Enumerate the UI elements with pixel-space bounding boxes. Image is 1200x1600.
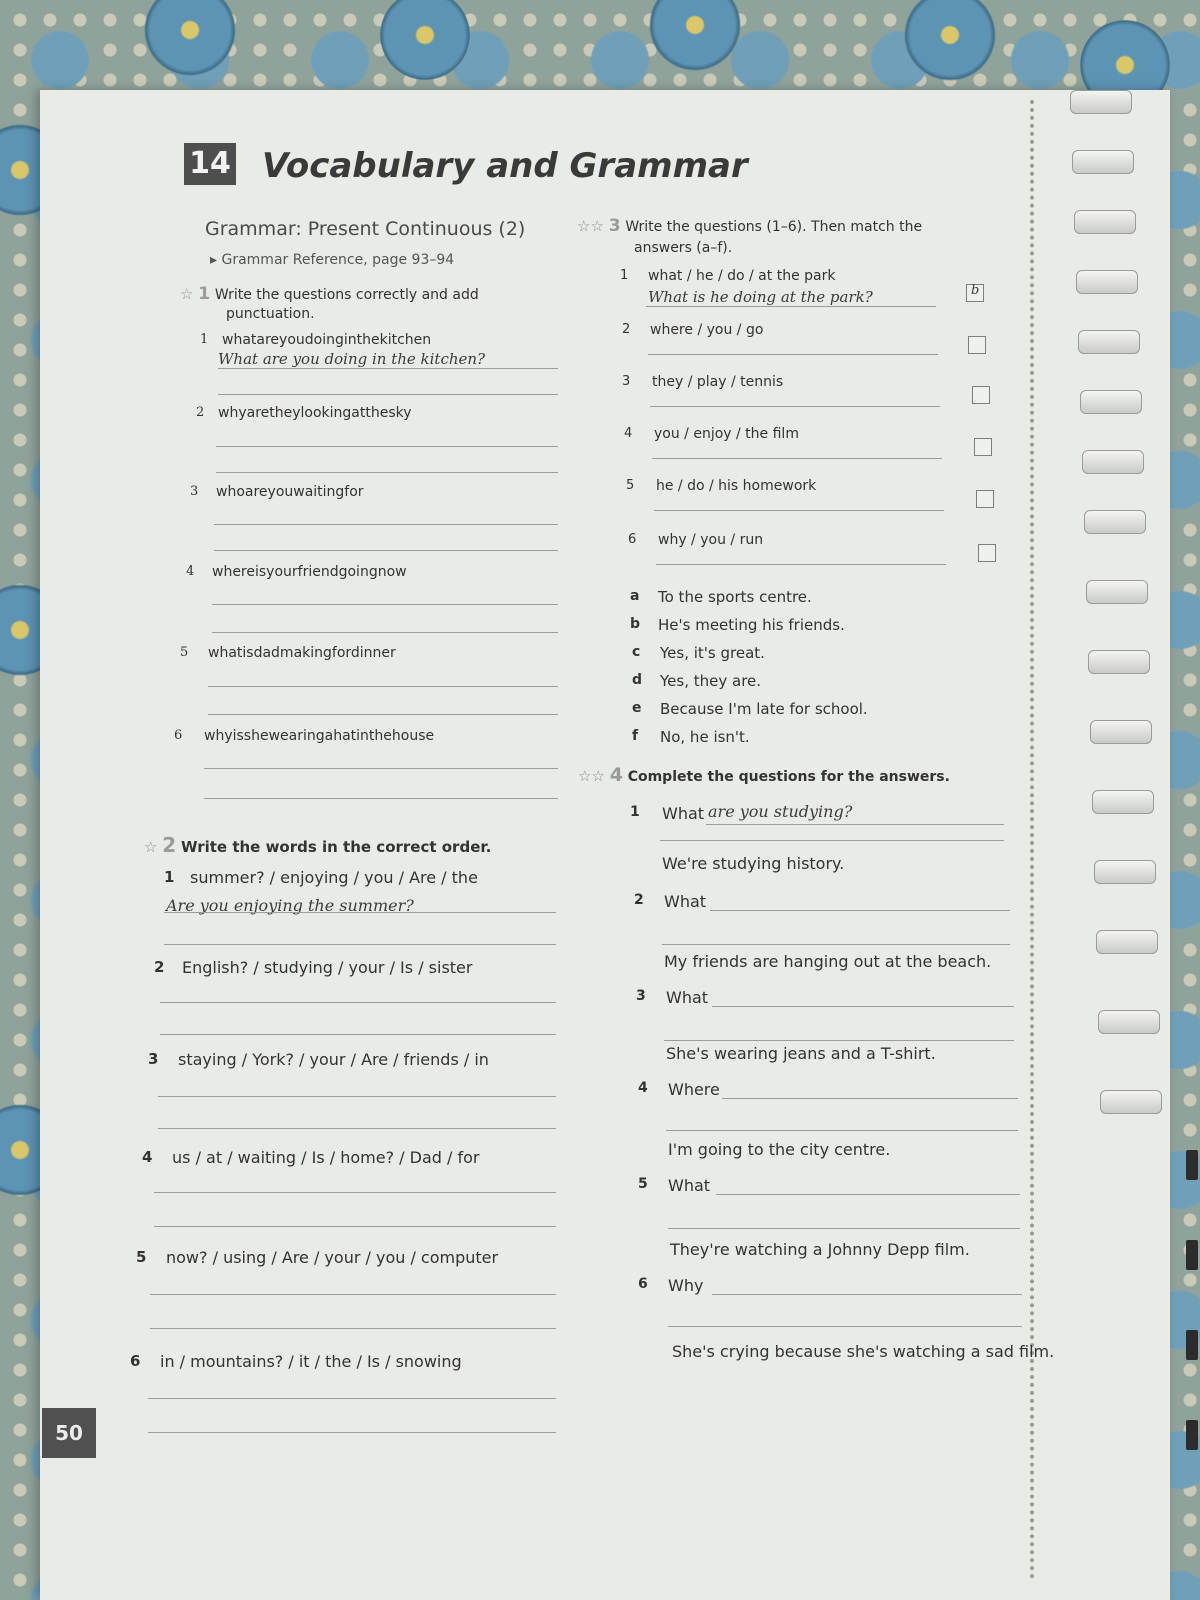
ex4-item-number: 6 — [638, 1276, 648, 1292]
ex4-response: They're watching a Johnny Depp film. — [670, 1240, 970, 1259]
star-icon: ☆ — [180, 285, 194, 303]
answer-line — [208, 686, 558, 687]
answer-line — [710, 910, 1010, 911]
ex1-item-number: 1 — [200, 332, 209, 347]
grammar-reference-text: Grammar Reference, page 93–94 — [221, 252, 455, 268]
ex2-item-number: 2 — [154, 958, 165, 976]
answer-line — [216, 446, 558, 447]
page-title: Vocabulary and Grammar — [262, 146, 748, 186]
answer-line — [164, 944, 556, 945]
arrow-icon: ▸ — [210, 252, 222, 268]
ex2-instruction: Write the words in the correct order. — [180, 838, 492, 856]
ex2-item-prompt: staying / York? / your / Are / friends / in — [178, 1050, 489, 1069]
answer-letter: e — [632, 700, 642, 716]
spiral-binding — [1050, 90, 1200, 1600]
answer-line — [712, 1006, 1014, 1007]
ex1-item-number: 6 — [174, 728, 183, 743]
ex4-item-start: Why — [668, 1276, 704, 1295]
answer-line — [216, 472, 558, 473]
ex3-item-number: 1 — [620, 268, 629, 283]
ex1-item-prompt: whyisshewearingahatinthehouse — [204, 728, 435, 744]
ex3-item-answer[interactable]: What is he doing at the park? — [648, 288, 873, 306]
ex4-heading — [578, 764, 950, 786]
ex1-item-prompt: whyaretheylookingatthesky — [218, 405, 412, 421]
answer-line — [654, 510, 944, 511]
ex3-heading — [577, 216, 922, 236]
answer-line — [164, 912, 556, 913]
answer-line — [158, 1096, 556, 1097]
ex2-item-number: 5 — [136, 1248, 147, 1266]
answer-line — [706, 824, 1004, 825]
ex2-item-answer[interactable]: Are you enjoying the summer? — [166, 896, 414, 915]
ex2-item-number: 6 — [130, 1352, 141, 1370]
answer-line — [160, 1002, 556, 1003]
star-icon: ☆☆ — [577, 217, 604, 235]
ex1-instruction: Write the questions correctly and add — [214, 287, 479, 303]
answer-line — [652, 458, 942, 459]
ex1-heading — [180, 284, 479, 304]
ex2-item-prompt: summer? / enjoying / you / Are / the — [190, 868, 478, 887]
answer-letter: c — [632, 644, 641, 660]
ex1-item-number: 3 — [190, 484, 199, 499]
answer-letter: f — [632, 728, 639, 744]
answer-line — [212, 632, 558, 633]
answer-line — [154, 1226, 556, 1227]
ex1-item-number: 4 — [186, 564, 195, 579]
answer-line — [204, 768, 558, 769]
answer-line — [662, 944, 1010, 945]
ex3-item-prompt: where / you / go — [650, 322, 764, 338]
ex4-item-start: What — [668, 1176, 711, 1195]
answer-line — [204, 798, 558, 799]
answer-line — [646, 306, 936, 307]
ex1-item-prompt: whoareyouwaitingfor — [216, 484, 364, 500]
ex2-item-prompt: us / at / waiting / Is / home? / Dad / for — [172, 1148, 480, 1167]
ex3-item-number: 5 — [626, 478, 635, 493]
ex3-item-prompt: you / enjoy / the film — [654, 426, 799, 442]
ex3-item-prompt: why / you / run — [658, 532, 764, 548]
ex4-item-start: What — [662, 804, 705, 823]
answer-option: No, he isn't. — [660, 728, 750, 746]
answer-line — [160, 1034, 556, 1035]
match-box[interactable] — [978, 544, 996, 562]
ex4-response: I'm going to the city centre. — [668, 1140, 891, 1159]
ex4-response: She's crying because she's watching a sad film. — [672, 1342, 1055, 1361]
ex4-item-start: What — [664, 892, 707, 911]
ex1-item-prompt: whatisdadmakingfordinner — [208, 645, 396, 661]
answer-letter: a — [630, 588, 640, 604]
ex2-number: 2 — [162, 833, 177, 857]
ex1-item-number: 2 — [196, 405, 205, 420]
answer-line — [148, 1398, 556, 1399]
ex3-item-number: 4 — [624, 426, 633, 441]
ex2-item-number: 4 — [142, 1148, 153, 1166]
ex4-response: We're studying history. — [662, 854, 845, 873]
answer-line — [722, 1098, 1018, 1099]
answer-option: He's meeting his friends. — [658, 616, 845, 634]
ex2-heading — [144, 833, 491, 857]
answer-line — [214, 524, 558, 525]
ex3-number: 3 — [608, 216, 621, 236]
ex2-item-number: 3 — [148, 1050, 159, 1068]
ex3-instruction-cont: answers (a–f). — [634, 240, 733, 256]
ex4-instruction: Complete the questions for the answers. — [627, 769, 950, 785]
grammar-reference — [210, 252, 454, 268]
section-heading: Grammar: Present Continuous (2) — [205, 218, 526, 240]
ex4-item-start: What — [666, 988, 709, 1007]
page-number-badge: 50 — [42, 1408, 96, 1458]
answer-option: Yes, they are. — [660, 672, 762, 690]
ex4-item-number: 5 — [638, 1176, 648, 1192]
ex4-item-answer[interactable]: are you studying? — [708, 802, 853, 821]
answer-line — [154, 1192, 556, 1193]
answer-letter: d — [632, 672, 643, 688]
answer-line — [150, 1328, 556, 1329]
answer-line — [148, 1432, 556, 1433]
match-box[interactable] — [976, 490, 994, 508]
star-icon: ☆ — [144, 838, 158, 856]
answer-line — [650, 406, 940, 407]
answer-line — [218, 394, 558, 395]
ex1-instruction-cont: punctuation. — [226, 306, 315, 322]
ex3-item-number: 3 — [622, 374, 631, 389]
ex3-item-prompt: he / do / his homework — [656, 478, 817, 494]
answer-line — [716, 1194, 1020, 1195]
match-letter: b — [971, 283, 980, 298]
ex3-item-number: 6 — [628, 532, 637, 547]
ex1-item-prompt: whereisyourfriendgoingnow — [212, 564, 407, 580]
ex4-item-number: 2 — [634, 892, 644, 908]
answer-line — [668, 1326, 1022, 1327]
star-icon: ☆☆ — [578, 767, 605, 785]
answer-line — [666, 1130, 1018, 1131]
ex3-item-number: 2 — [622, 322, 631, 337]
ex2-item-prompt: now? / using / Are / your / you / computer — [166, 1248, 499, 1267]
answer-line — [212, 604, 558, 605]
ex3-item-prompt: what / he / do / at the park — [648, 268, 836, 284]
answer-option: Yes, it's great. — [660, 644, 765, 662]
answer-letter: b — [630, 616, 641, 632]
match-box[interactable] — [966, 284, 984, 302]
answer-line — [668, 1228, 1020, 1229]
ex4-number: 4 — [609, 764, 623, 786]
ex1-number: 1 — [198, 284, 211, 304]
ex1-item-number: 5 — [180, 645, 189, 660]
answer-line — [158, 1128, 556, 1129]
ex2-item-number: 1 — [164, 868, 175, 886]
answer-option: To the sports centre. — [658, 588, 812, 606]
answer-line — [218, 368, 558, 369]
ex4-item-number: 3 — [636, 988, 646, 1004]
ex2-item-prompt: English? / studying / your / Is / sister — [182, 958, 473, 977]
match-box[interactable] — [972, 386, 990, 404]
ex1-item-answer[interactable]: What are you doing in the kitchen? — [218, 350, 486, 368]
match-box[interactable] — [974, 438, 992, 456]
ex4-item-start: Where — [668, 1080, 720, 1099]
answer-line — [712, 1294, 1022, 1295]
ex2-item-prompt: in / mountains? / it / the / Is / snowing — [160, 1352, 462, 1371]
answer-line — [660, 840, 1004, 841]
answer-line — [150, 1294, 556, 1295]
ex4-response: She's wearing jeans and a T-shirt. — [666, 1044, 936, 1063]
unit-number-badge: 14 — [184, 143, 236, 185]
match-box[interactable] — [968, 336, 986, 354]
ex1-item-prompt: whatareyoudoinginthekitchen — [222, 332, 432, 348]
ex3-item-prompt: they / play / tennis — [652, 374, 784, 390]
answer-line — [208, 714, 558, 715]
answer-line — [664, 1040, 1014, 1041]
answer-option: Because I'm late for school. — [660, 700, 868, 718]
ex4-response: My friends are hanging out at the beach. — [664, 952, 992, 971]
answer-line — [214, 550, 558, 551]
answer-line — [648, 354, 938, 355]
ex4-item-number: 1 — [630, 804, 640, 820]
answer-line — [656, 564, 946, 565]
ex3-instruction: Write the questions (1–6). Then match the — [625, 219, 923, 235]
ex4-item-number: 4 — [638, 1080, 648, 1096]
